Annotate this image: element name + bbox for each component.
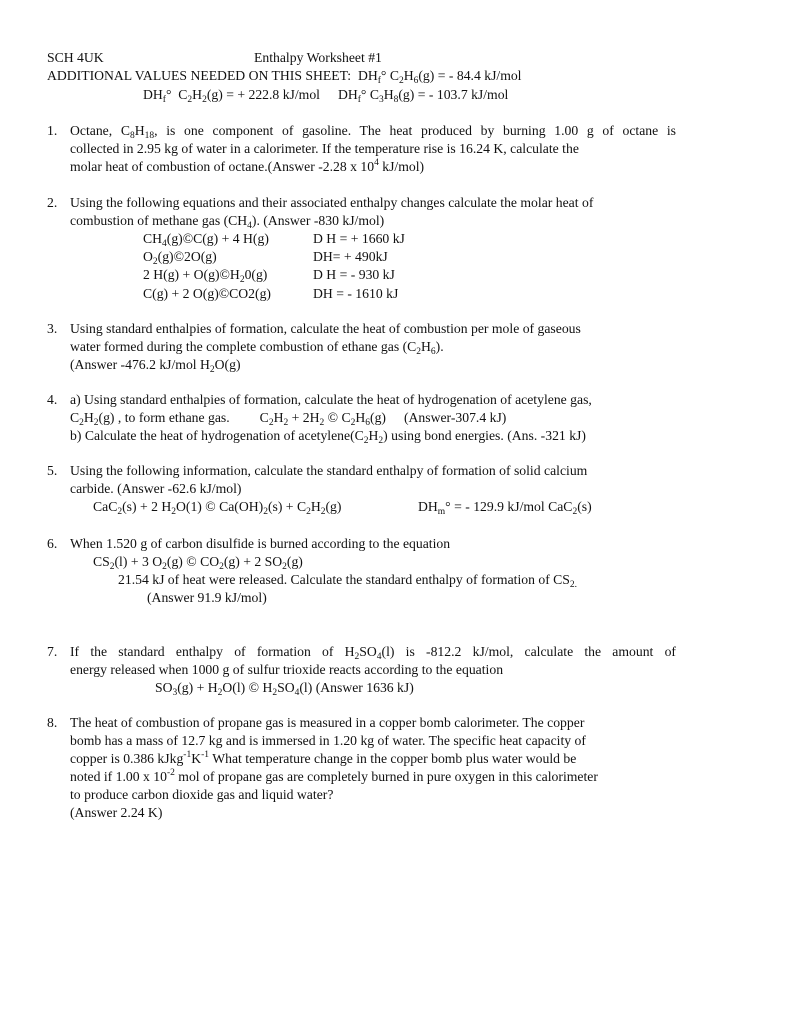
q5-line-1: Using the following information, calculate the standard enthalpy of formation of solid calcium — [70, 463, 588, 478]
question-number: 2. — [47, 195, 58, 210]
q1-line-1: Octane, $C_8H_{18}$, is one component of gasoline. The heat produced by burning 1.00 g of octane is — [70, 123, 677, 141]
q2-equation-1-dh: D H = + 1660 kJ — [313, 231, 405, 246]
q3-line-3: (Answer -476.2 kJ/mol $H_2O(g)$ — [70, 357, 241, 375]
q1-line-3: molar heat of combustion of octane.(Answer -2.28 x $10^4$ kJ/mol) — [70, 158, 425, 174]
q2-equation-4: C(g) + 2 O(g)©CO2(g) — [143, 286, 271, 301]
q2-equation-1: $CH_4(g)©C(g) + 4$ H(g) — [143, 231, 269, 249]
q6-equation: $CS_2(l) + 3$ $O_2(g)$ © $CO_2(g) + 2$ $SO_2(g)$ — [93, 554, 303, 572]
question-number: 7. — [47, 644, 58, 659]
additional-values-line-1: ADDITIONAL VALUES NEEDED ON THIS SHEET: $DH_f^\circ$ $C_2H_6(g)$ = - 84.4 kJ/mol — [47, 68, 522, 86]
q4-line-3: b) Calculate the heat of hydrogenation of $acetylene(C_2H_2)$ using bond energies. (Ans. -321 kJ) — [70, 428, 586, 446]
q6-line-4: (Answer 91.9 kJ/mol) — [147, 590, 267, 605]
q2-equation-3: 2 $H(g) + O(g)©H_20(g)$ — [143, 267, 268, 285]
q6-line-3: 21.54 kJ of heat were released. Calculate the standard enthalpy of formation of $CS_{2.}$ — [118, 572, 578, 590]
q8-line-1: The heat of combustion of propane gas is measured in a copper bomb calorimeter. The copper — [70, 715, 585, 730]
q2-line-1: Using the following equations and their associated enthalpy changes calculate the molar heat of — [70, 195, 594, 210]
q3-line-2: water formed during the complete combustion of ethane gas $(C_2H_6)$. — [70, 339, 444, 357]
q5-equation: CaC$_2$(s) + 2 $H_2O(1)$ © $Ca(OH)_2(s) + C_2H_2(g)$ — [93, 499, 342, 517]
q8-line-2: bomb has a mass of 12.7 kg and is immersed in 1.20 kg of water. The specific heat capacity of — [70, 733, 586, 748]
q8-line-4: noted if 1.00 x $10^{-2}$ mol of propane gas are completely burned in pure oxygen in this calorimeter — [70, 768, 598, 784]
question-number: 4. — [47, 392, 58, 407]
question-number: 6. — [47, 536, 58, 551]
q2-line-2: combustion of methane gas $(CH_4)$. (Answer -830 kJ/mol) — [70, 213, 385, 231]
question-number: 8. — [47, 715, 58, 730]
q4-line-1: a) Using standard enthalpies of formation, calculate the heat of hydrogenation of acetylene gas, — [70, 392, 592, 407]
worksheet-title: Enthalpy Worksheet #1 — [254, 50, 382, 65]
q2-equation-2-dh: DH= + 490kJ — [313, 249, 388, 264]
q2-equation-3-dh: D H = - 930 kJ — [313, 267, 395, 282]
q2-equation-4-dh: DH = - 1610 kJ — [313, 286, 399, 301]
q7-line-1: If the standard enthalpy of formation of $H_2SO_4(l)$ is -812.2 kJ/mol, calculate the amount of — [70, 644, 676, 662]
q8-line-3: copper is 0.386 $kJkg^{-1}K^{-1}$ What temperature change in the copper bomb plus water would be — [70, 750, 577, 766]
q8-line-5: to produce carbon dioxide gas and liquid water? — [70, 787, 334, 802]
question-number: 5. — [47, 463, 58, 478]
question-number: 1. — [47, 123, 58, 138]
q5-enthalpy: $DH_m^\circ$ = - 129.9 kJ/mol CaC$_2$(s) — [418, 499, 592, 517]
q3-line-1: Using standard enthalpies of formation, calculate the heat of combustion per mole of gaseous — [70, 321, 581, 336]
q4-line-2: $C_2H_2(g)$ , to form ethane gas. $C_2H_2 + 2H_2$ © $C_2H_6(g)$ (Answer-307.4 kJ) — [70, 410, 507, 428]
q6-line-1: When 1.520 g of carbon disulfide is burned according to the equation — [70, 536, 451, 551]
q7-equation: $SO_3(g) + H_2O(l)$ © $H_2SO_4(l)$ (Answer 1636 kJ) — [155, 680, 414, 698]
question-number: 3. — [47, 321, 58, 336]
q8-line-6: (Answer 2.24 K) — [70, 805, 163, 820]
additional-values-line-2: $DH_f^\circ$ $C_2H_2(g)$ = + 222.8 kJ/mol $DH_f^\circ$ $C_3H_8(g)$ = - 103.7 kJ/mol — [143, 87, 509, 105]
course-code: SCH 4UK — [47, 50, 104, 65]
q2-equation-2: $O_2(g)©2O(g)$ — [143, 249, 217, 267]
q1-line-2: collected in 2.95 kg of water in a calorimeter. If the temperature rise is 16.24 K, calculate the — [70, 141, 579, 156]
q7-line-2: energy released when 1000 g of sulfur trioxide reacts according to the equation — [70, 662, 504, 677]
q5-line-2: carbide. (Answer -62.6 kJ/mol) — [70, 481, 242, 496]
